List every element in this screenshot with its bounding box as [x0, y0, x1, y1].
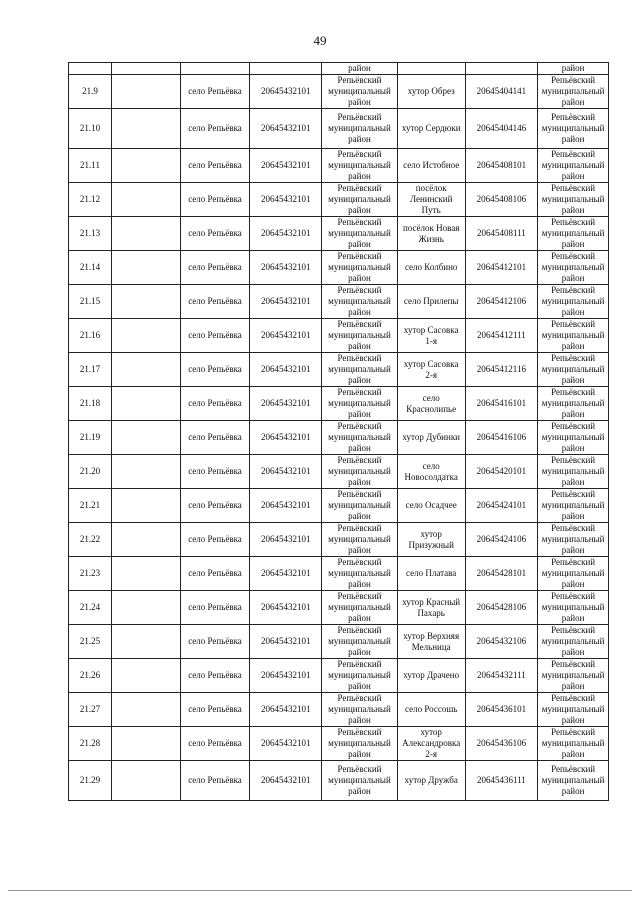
cell-settlement: село Репьёвка: [180, 353, 250, 387]
cell-locality-code: 20645424101: [465, 489, 538, 523]
table-row: [69, 625, 609, 659]
cell-num: 21.15: [69, 285, 112, 319]
cell-blank: [112, 149, 181, 183]
cell-blank: [112, 693, 181, 727]
cell-settlement: село Репьёвка: [180, 149, 250, 183]
cell-district: Репьёвский муниципальный район: [322, 693, 398, 727]
cell-locality: хутор Александровка 2-я: [397, 727, 465, 761]
cell-num: 21.16: [69, 319, 112, 353]
cell-locality-code: 20645428106: [465, 591, 538, 625]
cell-settlement: село Репьёвка: [180, 489, 250, 523]
cell-district2: Репьёвский муниципальный район: [538, 557, 609, 591]
cell-locality-code: 20645408101: [465, 149, 538, 183]
cell-district: Репьёвский муниципальный район: [322, 523, 398, 557]
table-row: [69, 109, 609, 149]
cell-locality: село Новосолдатка: [397, 455, 465, 489]
cell-district: район: [322, 63, 398, 75]
cell-district: Репьёвский муниципальный район: [322, 659, 398, 693]
table-row: [69, 659, 609, 693]
cell-district2: Репьёвский муниципальный район: [538, 183, 609, 217]
cell-locality: хутор Сасовка 2-я: [397, 353, 465, 387]
cell-code: [250, 63, 322, 75]
cell-district: Репьёвский муниципальный район: [322, 727, 398, 761]
cell-locality: село Россошь: [397, 693, 465, 727]
cell-blank: [112, 523, 181, 557]
cell-locality: посёлок Ленинский Путь: [397, 183, 465, 217]
cell-code: 20645432101: [250, 421, 322, 455]
cell-blank: [112, 659, 181, 693]
cell-district: Репьёвский муниципальный район: [322, 489, 398, 523]
cell-district2: Репьёвский муниципальный район: [538, 659, 609, 693]
cell-num: 21.17: [69, 353, 112, 387]
cell-settlement: село Репьёвка: [180, 557, 250, 591]
cell-settlement: село Репьёвка: [180, 591, 250, 625]
cell-num: 21.29: [69, 761, 112, 801]
cell-locality-code: 20645412111: [465, 319, 538, 353]
cell-district2: Репьёвский муниципальный район: [538, 149, 609, 183]
table-row: [69, 489, 609, 523]
cell-locality: село Истобное: [397, 149, 465, 183]
table-row: [69, 217, 609, 251]
cell-blank: [112, 285, 181, 319]
cell-num: 21.11: [69, 149, 112, 183]
cell-num: 21.13: [69, 217, 112, 251]
cell-code: 20645432101: [250, 319, 322, 353]
cell-district2: Репьёвский муниципальный район: [538, 285, 609, 319]
page-bottom-rule: [8, 890, 632, 891]
table-row: [69, 353, 609, 387]
table-row: [69, 421, 609, 455]
cell-code: 20645432101: [250, 727, 322, 761]
cell-locality-code: 20645408106: [465, 183, 538, 217]
cell-district2: Репьёвский муниципальный район: [538, 421, 609, 455]
cell-settlement: село Репьёвка: [180, 285, 250, 319]
cell-blank: [112, 251, 181, 285]
cell-blank: [112, 109, 181, 149]
cell-blank: [112, 761, 181, 801]
cell-settlement: село Репьёвка: [180, 251, 250, 285]
cell-district: Репьёвский муниципальный район: [322, 625, 398, 659]
cell-locality: хутор Сасовка 1-я: [397, 319, 465, 353]
cell-locality: село Колбино: [397, 251, 465, 285]
cell-num: 21.18: [69, 387, 112, 421]
cell-code: 20645432101: [250, 149, 322, 183]
cell-locality-code: 20645436101: [465, 693, 538, 727]
cell-district: Репьёвский муниципальный район: [322, 591, 398, 625]
cell-district: Репьёвский муниципальный район: [322, 319, 398, 353]
cell-locality-code: 20645412101: [465, 251, 538, 285]
table-row: [69, 251, 609, 285]
cell-locality-code: 20645416106: [465, 421, 538, 455]
cell-district2: Репьёвский муниципальный район: [538, 217, 609, 251]
cell-district: Репьёвский муниципальный район: [322, 455, 398, 489]
cell-num: 21.9: [69, 75, 112, 109]
cell-blank: [112, 727, 181, 761]
cell-blank: [112, 455, 181, 489]
cell-locality-code: 20645428101: [465, 557, 538, 591]
cell-district2: Репьёвский муниципальный район: [538, 319, 609, 353]
table-row: [69, 557, 609, 591]
cell-district: Репьёвский муниципальный район: [322, 217, 398, 251]
cell-district2: район: [538, 63, 609, 75]
cell-settlement: село Репьёвка: [180, 319, 250, 353]
cell-locality: село Осадчее: [397, 489, 465, 523]
cell-code: 20645432101: [250, 183, 322, 217]
cell-code: 20645432101: [250, 591, 322, 625]
cell-code: 20645432101: [250, 455, 322, 489]
cell-district: Репьёвский муниципальный район: [322, 149, 398, 183]
cell-num: 21.21: [69, 489, 112, 523]
cell-district2: Репьёвский муниципальный район: [538, 251, 609, 285]
cell-num: 21.14: [69, 251, 112, 285]
table-row: [69, 523, 609, 557]
table-row-continued: [69, 63, 609, 75]
table-row: [69, 319, 609, 353]
cell-locality-code: [465, 63, 538, 75]
cell-num: 21.23: [69, 557, 112, 591]
cell-settlement: село Репьёвка: [180, 109, 250, 149]
cell-district2: Репьёвский муниципальный район: [538, 727, 609, 761]
cell-district2: Репьёвский муниципальный район: [538, 387, 609, 421]
cell-district2: Репьёвский муниципальный район: [538, 591, 609, 625]
cell-locality: хутор Дубинки: [397, 421, 465, 455]
cell-num: 21.24: [69, 591, 112, 625]
cell-num: 21.28: [69, 727, 112, 761]
cell-code: 20645432101: [250, 693, 322, 727]
cell-locality: хутор Красный Пахарь: [397, 591, 465, 625]
cell-district: Репьёвский муниципальный район: [322, 353, 398, 387]
cell-blank: [112, 183, 181, 217]
cell-code: 20645432101: [250, 217, 322, 251]
page-number: 49: [313, 33, 327, 48]
cell-settlement: село Репьёвка: [180, 727, 250, 761]
table-row: [69, 149, 609, 183]
cell-num: [69, 63, 112, 75]
cell-locality-code: 20645408111: [465, 217, 538, 251]
cell-district2: Репьёвский муниципальный район: [538, 523, 609, 557]
cell-blank: [112, 353, 181, 387]
cell-settlement: село Репьёвка: [180, 625, 250, 659]
cell-district2: Репьёвский муниципальный район: [538, 761, 609, 801]
cell-settlement: село Репьёвка: [180, 183, 250, 217]
cell-locality: хутор Обрез: [397, 75, 465, 109]
cell-locality: хутор Верхняя Мельница: [397, 625, 465, 659]
settlements-table: [68, 62, 609, 801]
cell-district: Репьёвский муниципальный район: [322, 183, 398, 217]
cell-settlement: село Репьёвка: [180, 455, 250, 489]
cell-blank: [112, 489, 181, 523]
cell-code: 20645432101: [250, 659, 322, 693]
cell-num: 21.20: [69, 455, 112, 489]
cell-district: Репьёвский муниципальный район: [322, 557, 398, 591]
cell-settlement: село Репьёвка: [180, 523, 250, 557]
cell-locality-code: 20645412106: [465, 285, 538, 319]
cell-num: 21.12: [69, 183, 112, 217]
cell-settlement: село Репьёвка: [180, 387, 250, 421]
cell-district2: Репьёвский муниципальный район: [538, 455, 609, 489]
cell-blank: [112, 421, 181, 455]
table-row: [69, 285, 609, 319]
cell-num: 21.19: [69, 421, 112, 455]
cell-settlement: село Репьёвка: [180, 693, 250, 727]
cell-locality: хутор Дружба: [397, 761, 465, 801]
cell-district: Репьёвский муниципальный район: [322, 761, 398, 801]
cell-blank: [112, 75, 181, 109]
cell-locality-code: 20645424106: [465, 523, 538, 557]
table-row: [69, 761, 609, 801]
cell-num: 21.26: [69, 659, 112, 693]
table-row: [69, 455, 609, 489]
cell-code: 20645432101: [250, 523, 322, 557]
cell-settlement: село Репьёвка: [180, 75, 250, 109]
cell-code: 20645432101: [250, 285, 322, 319]
cell-num: 21.27: [69, 693, 112, 727]
cell-locality: посёлок Новая Жизнь: [397, 217, 465, 251]
cell-locality-code: 20645404146: [465, 109, 538, 149]
table-row: [69, 183, 609, 217]
cell-blank: [112, 63, 181, 75]
cell-district2: Репьёвский муниципальный район: [538, 489, 609, 523]
cell-blank: [112, 319, 181, 353]
cell-settlement: село Репьёвка: [180, 761, 250, 801]
cell-locality-code: 20645404141: [465, 75, 538, 109]
cell-code: 20645432101: [250, 761, 322, 801]
cell-locality: хутор Сердюки: [397, 109, 465, 149]
cell-code: 20645432101: [250, 251, 322, 285]
cell-blank: [112, 217, 181, 251]
cell-code: 20645432101: [250, 489, 322, 523]
cell-num: 21.25: [69, 625, 112, 659]
cell-district2: Репьёвский муниципальный район: [538, 693, 609, 727]
table-row: [69, 727, 609, 761]
table-row: [69, 693, 609, 727]
cell-district2: Репьёвский муниципальный район: [538, 625, 609, 659]
cell-locality: [397, 63, 465, 75]
cell-locality: село Платава: [397, 557, 465, 591]
cell-locality-code: 20645432111: [465, 659, 538, 693]
cell-locality: село Прилепы: [397, 285, 465, 319]
cell-locality-code: 20645416101: [465, 387, 538, 421]
cell-district: Репьёвский муниципальный район: [322, 387, 398, 421]
cell-district: Репьёвский муниципальный район: [322, 109, 398, 149]
cell-district2: Репьёвский муниципальный район: [538, 109, 609, 149]
cell-blank: [112, 387, 181, 421]
cell-num: 21.10: [69, 109, 112, 149]
cell-code: 20645432101: [250, 353, 322, 387]
cell-district2: Репьёвский муниципальный район: [538, 353, 609, 387]
cell-blank: [112, 557, 181, 591]
table-row: [69, 387, 609, 421]
cell-district2: Репьёвский муниципальный район: [538, 75, 609, 109]
cell-locality-code: 20645436111: [465, 761, 538, 801]
cell-settlement: село Репьёвка: [180, 421, 250, 455]
cell-district: Репьёвский муниципальный район: [322, 75, 398, 109]
cell-code: 20645432101: [250, 387, 322, 421]
cell-district: Репьёвский муниципальный район: [322, 421, 398, 455]
cell-district: Репьёвский муниципальный район: [322, 251, 398, 285]
cell-settlement: [180, 63, 250, 75]
cell-code: 20645432101: [250, 557, 322, 591]
cell-code: 20645432101: [250, 75, 322, 109]
cell-locality: хутор Призужный: [397, 523, 465, 557]
table-row: [69, 75, 609, 109]
cell-locality-code: 20645420101: [465, 455, 538, 489]
cell-locality-code: 20645432106: [465, 625, 538, 659]
cell-locality: хутор Драчено: [397, 659, 465, 693]
cell-blank: [112, 625, 181, 659]
cell-settlement: село Репьёвка: [180, 217, 250, 251]
cell-code: 20645432101: [250, 109, 322, 149]
cell-blank: [112, 591, 181, 625]
table-row: [69, 591, 609, 625]
cell-locality: село Краснолипье: [397, 387, 465, 421]
cell-settlement: село Репьёвка: [180, 659, 250, 693]
cell-district: Репьёвский муниципальный район: [322, 285, 398, 319]
cell-code: 20645432101: [250, 625, 322, 659]
cell-num: 21.22: [69, 523, 112, 557]
cell-locality-code: 20645412116: [465, 353, 538, 387]
cell-locality-code: 20645436106: [465, 727, 538, 761]
